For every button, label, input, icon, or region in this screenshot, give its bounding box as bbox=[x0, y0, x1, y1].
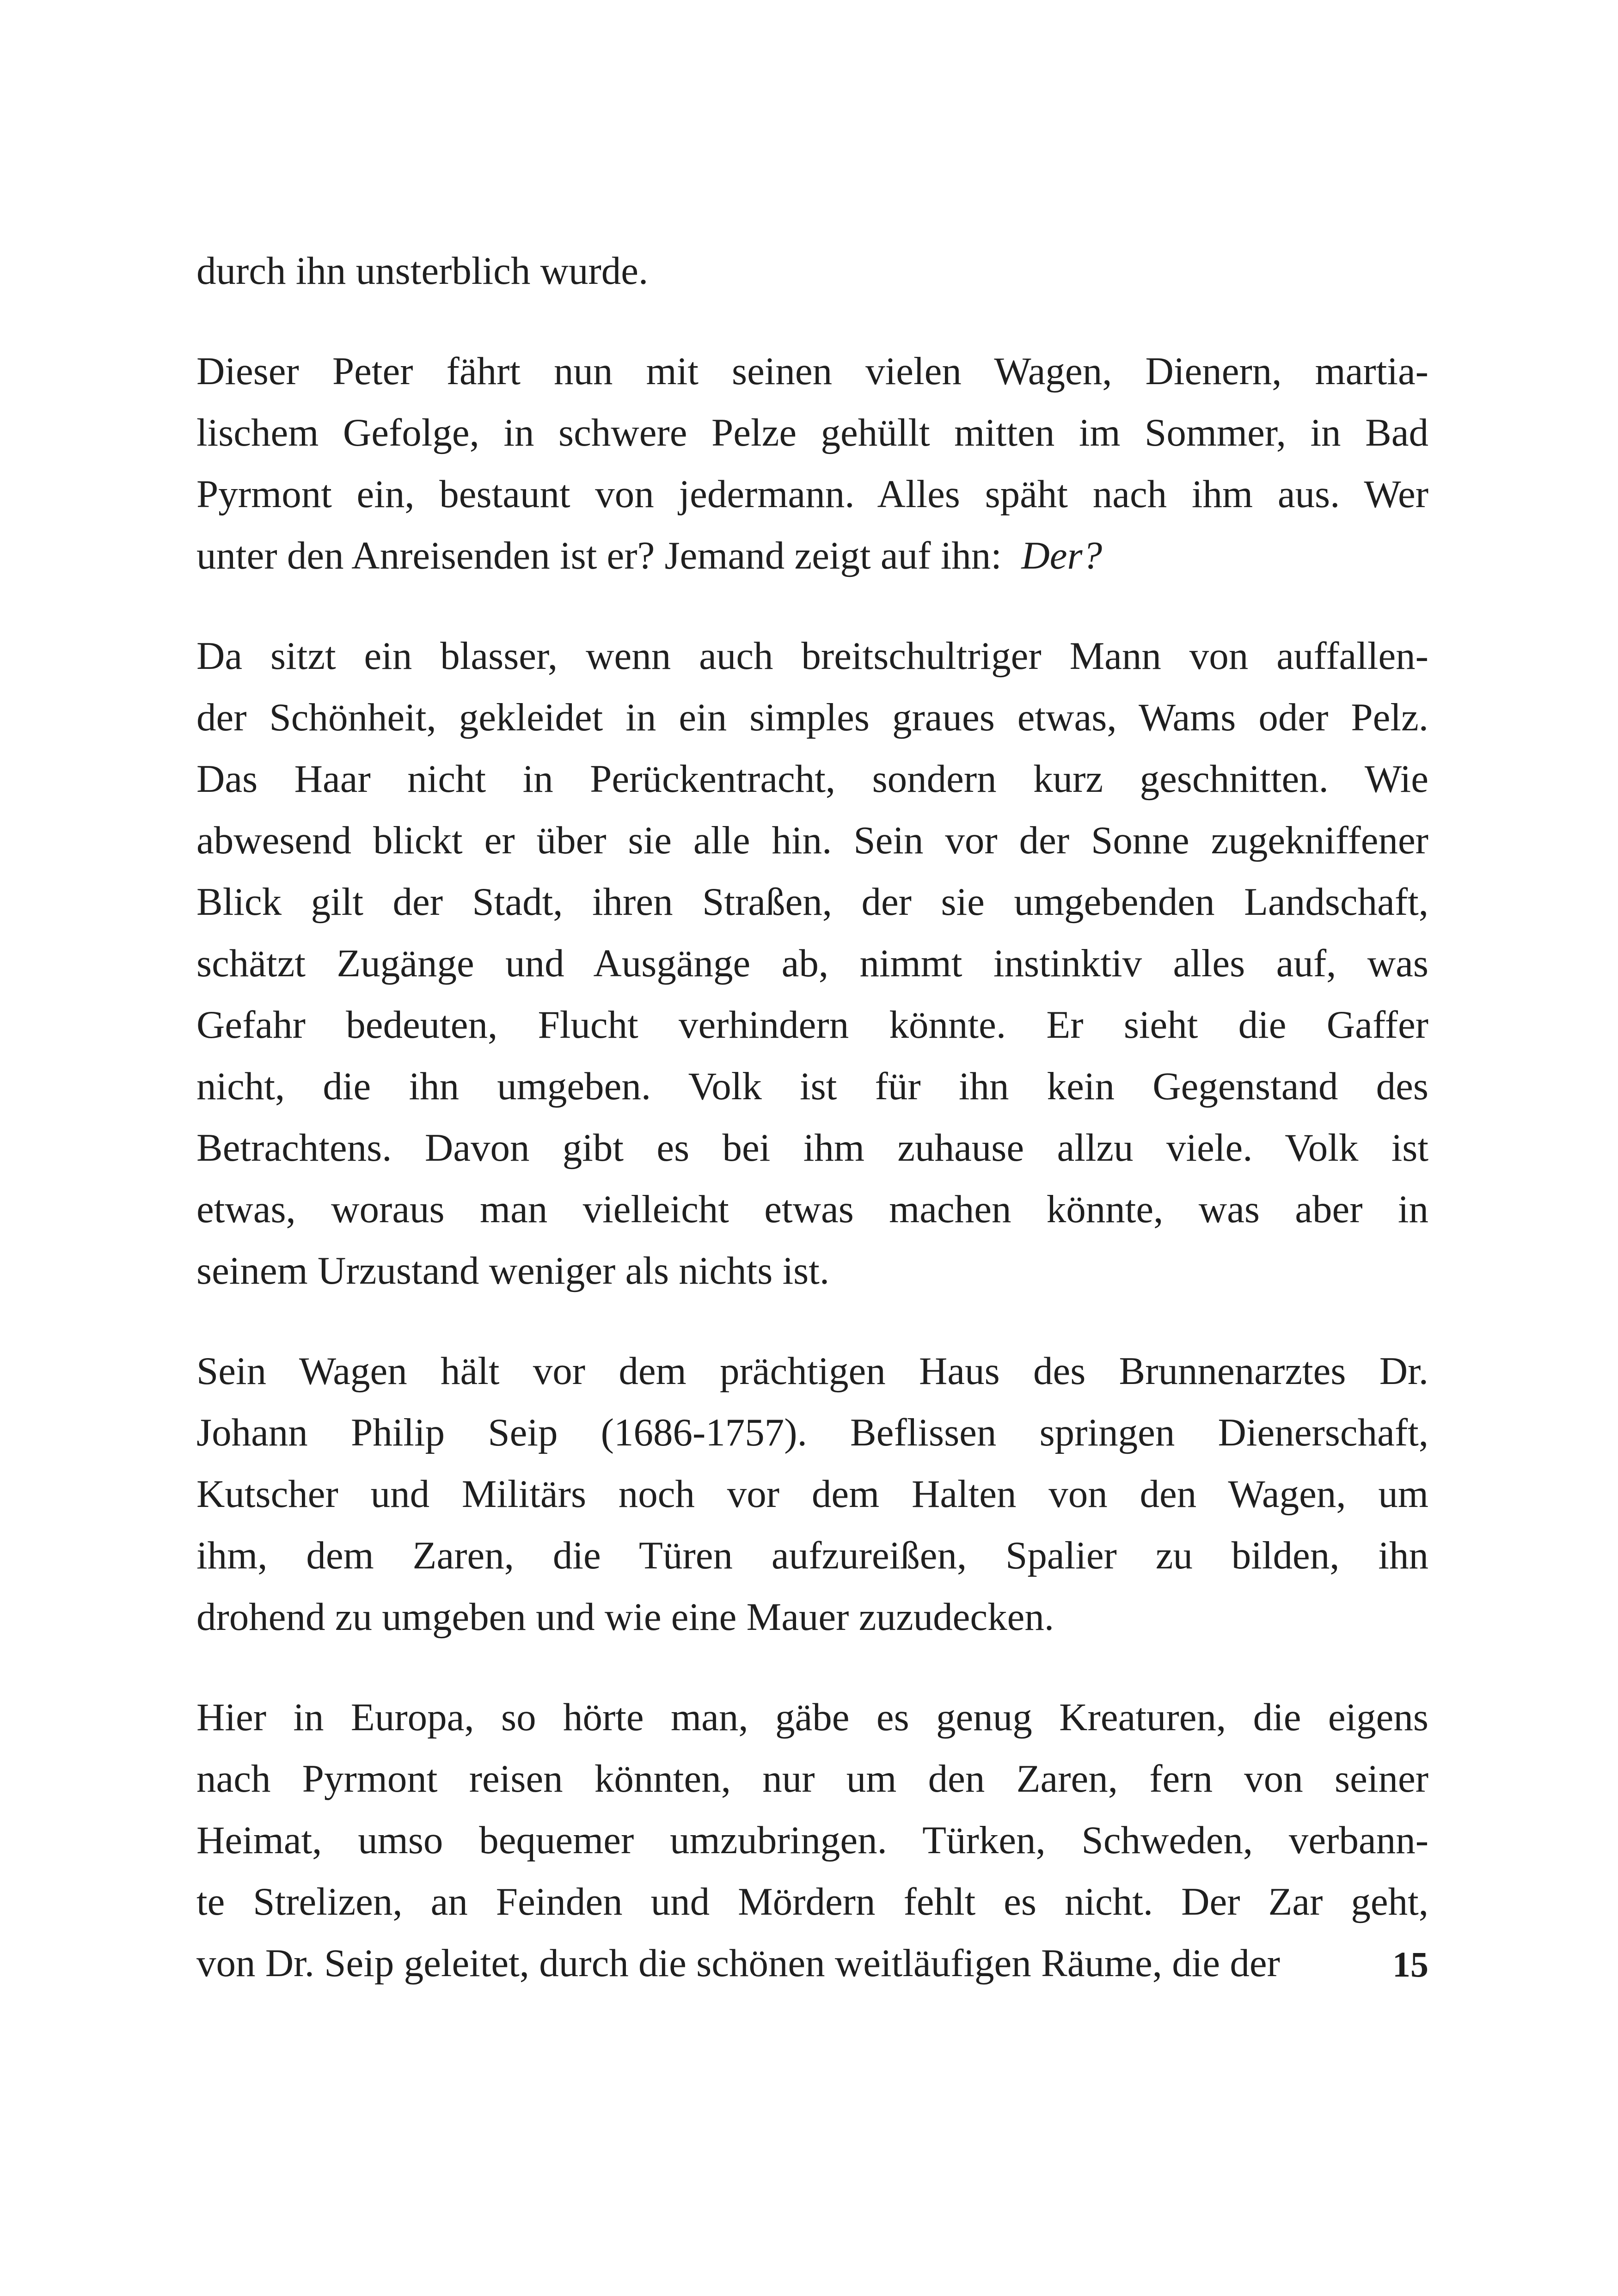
text-line: Dieser Peter fährt nun mit seinen vielen Wagen, Dienern, martia- bbox=[196, 349, 1428, 393]
text-line: der Schönheit, gekleidet in ein simples graues etwas, Wams oder Pelz. bbox=[196, 696, 1428, 739]
book-page-body bbox=[196, 240, 1428, 2033]
text-line: Das Haar nicht in Perückentracht, sondern kurz geschnitten. Wie bbox=[196, 757, 1428, 801]
text-line: drohend zu umgeben und wie eine Mauer zuzudecken. bbox=[196, 1595, 1054, 1639]
paragraph-3 bbox=[196, 625, 1428, 1302]
text-line: nach Pyrmont reisen könnten, nur um den Zaren, fern von seiner bbox=[196, 1757, 1428, 1800]
text-line: nicht, die ihn umgeben. Volk ist für ihn kein Gegenstand des bbox=[196, 1065, 1428, 1108]
text-line: schätzt Zugänge und Ausgänge ab, nimmt instinktiv alles auf, was bbox=[196, 942, 1428, 985]
text-line: durch ihn unsterblich wurde. bbox=[196, 249, 649, 293]
text-line: Hier in Europa, so hörte man, gäbe es genug Kreaturen, die eigens bbox=[196, 1696, 1428, 1739]
text-line: lischem Gefolge, in schwere Pelze gehüllt mitten im Sommer, in Bad bbox=[196, 411, 1428, 454]
text-line-segment: unter den Anreisenden ist er? Jemand zeigt auf ihn: bbox=[196, 534, 1002, 577]
text-line: seinem Urzustand weniger als nichts ist. bbox=[196, 1249, 830, 1292]
text-line: Gefahr bedeuten, Flucht verhindern könnte. Er sieht die Gaffer bbox=[196, 1003, 1428, 1047]
paragraph-1 bbox=[196, 240, 1428, 302]
text-line bbox=[196, 525, 1428, 587]
paragraph-4 bbox=[196, 1341, 1428, 1648]
text-line: te Strelizen, an Feinden und Mördern fehlt es nicht. Der Zar geht, bbox=[196, 1880, 1428, 1923]
paragraph-2 bbox=[196, 341, 1428, 587]
text-line: Blick gilt der Stadt, ihren Straßen, der sie umgebenden Landschaft, bbox=[196, 880, 1428, 924]
italic-emphasis: Der? bbox=[1021, 534, 1103, 577]
text-line: Heimat, umso bequemer umzubringen. Türken, Schweden, verbann- bbox=[196, 1818, 1428, 1862]
text-line: etwas, woraus man vielleicht etwas machen könnte, was aber in bbox=[196, 1188, 1428, 1231]
text-line: Pyrmont ein, bestaunt von jedermann. Alles späht nach ihm aus. Wer bbox=[196, 472, 1428, 516]
text-line: Sein Wagen hält vor dem prächtigen Haus des Brunnenarztes Dr. bbox=[196, 1349, 1428, 1393]
text-line: Kutscher und Militärs noch vor dem Halten von den Wagen, um bbox=[196, 1472, 1428, 1516]
paragraph-5 bbox=[196, 1687, 1428, 1994]
text-line: Betrachtens. Davon gibt es bei ihm zuhause allzu viele. Volk ist bbox=[196, 1126, 1428, 1169]
text-line: von Dr. Seip geleitet, durch die schönen weitläufigen Räume, die der bbox=[196, 1941, 1280, 1985]
text-line: Da sitzt ein blasser, wenn auch breitschultriger Mann von auffallen- bbox=[196, 634, 1428, 678]
text-line: ihm, dem Zaren, die Türen aufzureißen, Spalier zu bilden, ihn bbox=[196, 1534, 1428, 1577]
page-number: 15 bbox=[1392, 1944, 1428, 1984]
text-line: Johann Philip Seip (1686-1757). Beflissen springen Dienerschaft, bbox=[196, 1411, 1428, 1454]
text-line: abwesend blickt er über sie alle hin. Sein vor der Sonne zugekniffener bbox=[196, 819, 1428, 862]
